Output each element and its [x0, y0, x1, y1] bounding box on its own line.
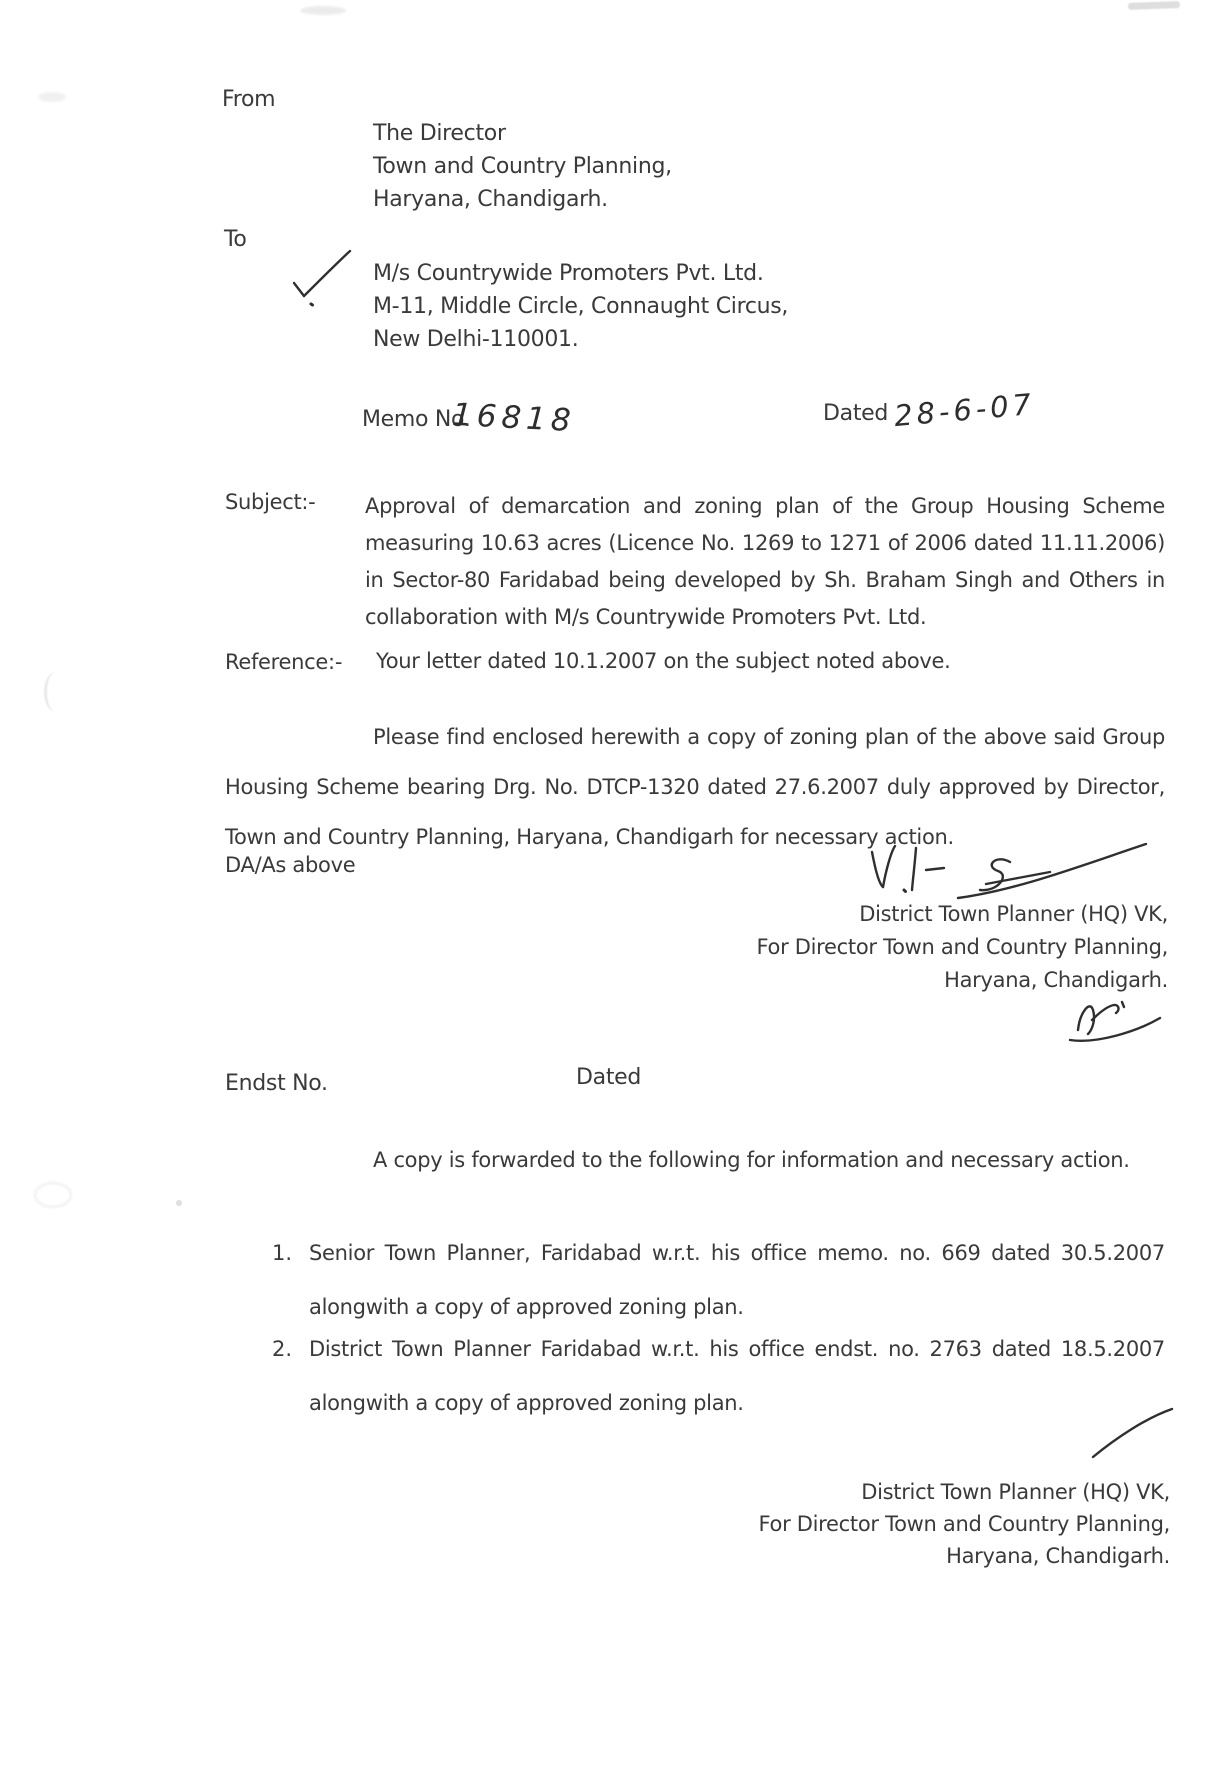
scan-artifact — [176, 1200, 182, 1206]
forward-paragraph: A copy is forwarded to the following for information and necessary action. — [373, 1148, 1130, 1172]
sender-name: The Director — [373, 121, 506, 146]
scan-artifact — [300, 6, 346, 15]
signature-block-1 — [756, 898, 1168, 997]
initial-scribble-icon — [1062, 994, 1167, 1046]
list-item-number: 2. — [272, 1337, 293, 1361]
reference-text: Your letter dated 10.1.2007 on the subject noted above. — [376, 649, 951, 673]
signatory-for: For Director Town and Country Planning, — [758, 1512, 1170, 1536]
signatory-for: For Director Town and Country Planning, — [756, 935, 1168, 959]
recipient-name: M/s Countrywide Promoters Pvt. Ltd. — [373, 261, 764, 286]
signatory-place: Haryana, Chandigarh. — [944, 968, 1168, 992]
from-label: From — [222, 87, 276, 112]
body-paragraph: Please find enclosed herewith a copy of zoning plan of the above said Group Housing Scheme bearing Drg. No. DTCP-1320 dated 27.6.2007 duly approved by Director, Town and Country Planning, Haryana, Chandigarh for necessary action. — [225, 725, 1165, 849]
sender-place: Haryana, Chandigarh. — [373, 187, 608, 212]
signature-slash-icon — [1088, 1406, 1176, 1462]
signatory-title: District Town Planner (HQ) VK, — [861, 1480, 1170, 1504]
scan-artifact — [38, 92, 66, 102]
scan-artifact — [1128, 1, 1180, 10]
recipient-city: New Delhi-110001. — [373, 327, 579, 352]
signature-block-2 — [758, 1476, 1170, 1572]
recipient-address: M-11, Middle Circle, Connaught Circus, — [373, 294, 789, 319]
signatory-place: Haryana, Chandigarh. — [946, 1544, 1170, 1568]
signatory-title: District Town Planner (HQ) VK, — [859, 902, 1168, 926]
to-label: To — [224, 227, 247, 252]
list-item-number: 1. — [272, 1241, 293, 1265]
memo-no-handwritten: 16818 — [451, 396, 577, 440]
endst-no-label: Endst No. — [225, 1071, 328, 1096]
list-item — [272, 1226, 1165, 1334]
subject-text: Approval of demarcation and zoning plan of the Group Housing Scheme measuring 10.63 acres (Licence No. 1269 to 1271 of 2006 dated 11.11.2006) in Sector-80 Faridabad being developed by Sh. Braham Singh and Others in collaboration with M/s Countrywide Promoters Pvt. Ltd. — [365, 494, 1165, 629]
list-item — [272, 1322, 1165, 1430]
list-item-text: Senior Town Planner, Faridabad w.r.t. his office memo. no. 669 dated 30.5.2007 alongwith a copy of approved zoning plan. — [309, 1241, 1165, 1319]
reference-label: Reference:- — [225, 650, 343, 674]
memo-no-label: Memo No. — [362, 407, 471, 432]
sender-dept: Town and Country Planning, — [373, 154, 672, 179]
date-handwritten: 28-6-07 — [892, 386, 1037, 434]
endst-dated-label: Dated — [576, 1065, 642, 1090]
scan-artifact — [34, 1182, 72, 1208]
subject-label: Subject:- — [225, 490, 316, 514]
dated-label: Dated — [823, 401, 889, 426]
enclosure-note: DA/As above — [225, 853, 356, 877]
list-item-text: District Town Planner Faridabad w.r.t. his office endst. no. 2763 dated 18.5.2007 alongwith a copy of approved zoning plan. — [309, 1337, 1165, 1415]
scan-artifact — [44, 672, 67, 712]
checkmark-icon — [284, 246, 360, 308]
